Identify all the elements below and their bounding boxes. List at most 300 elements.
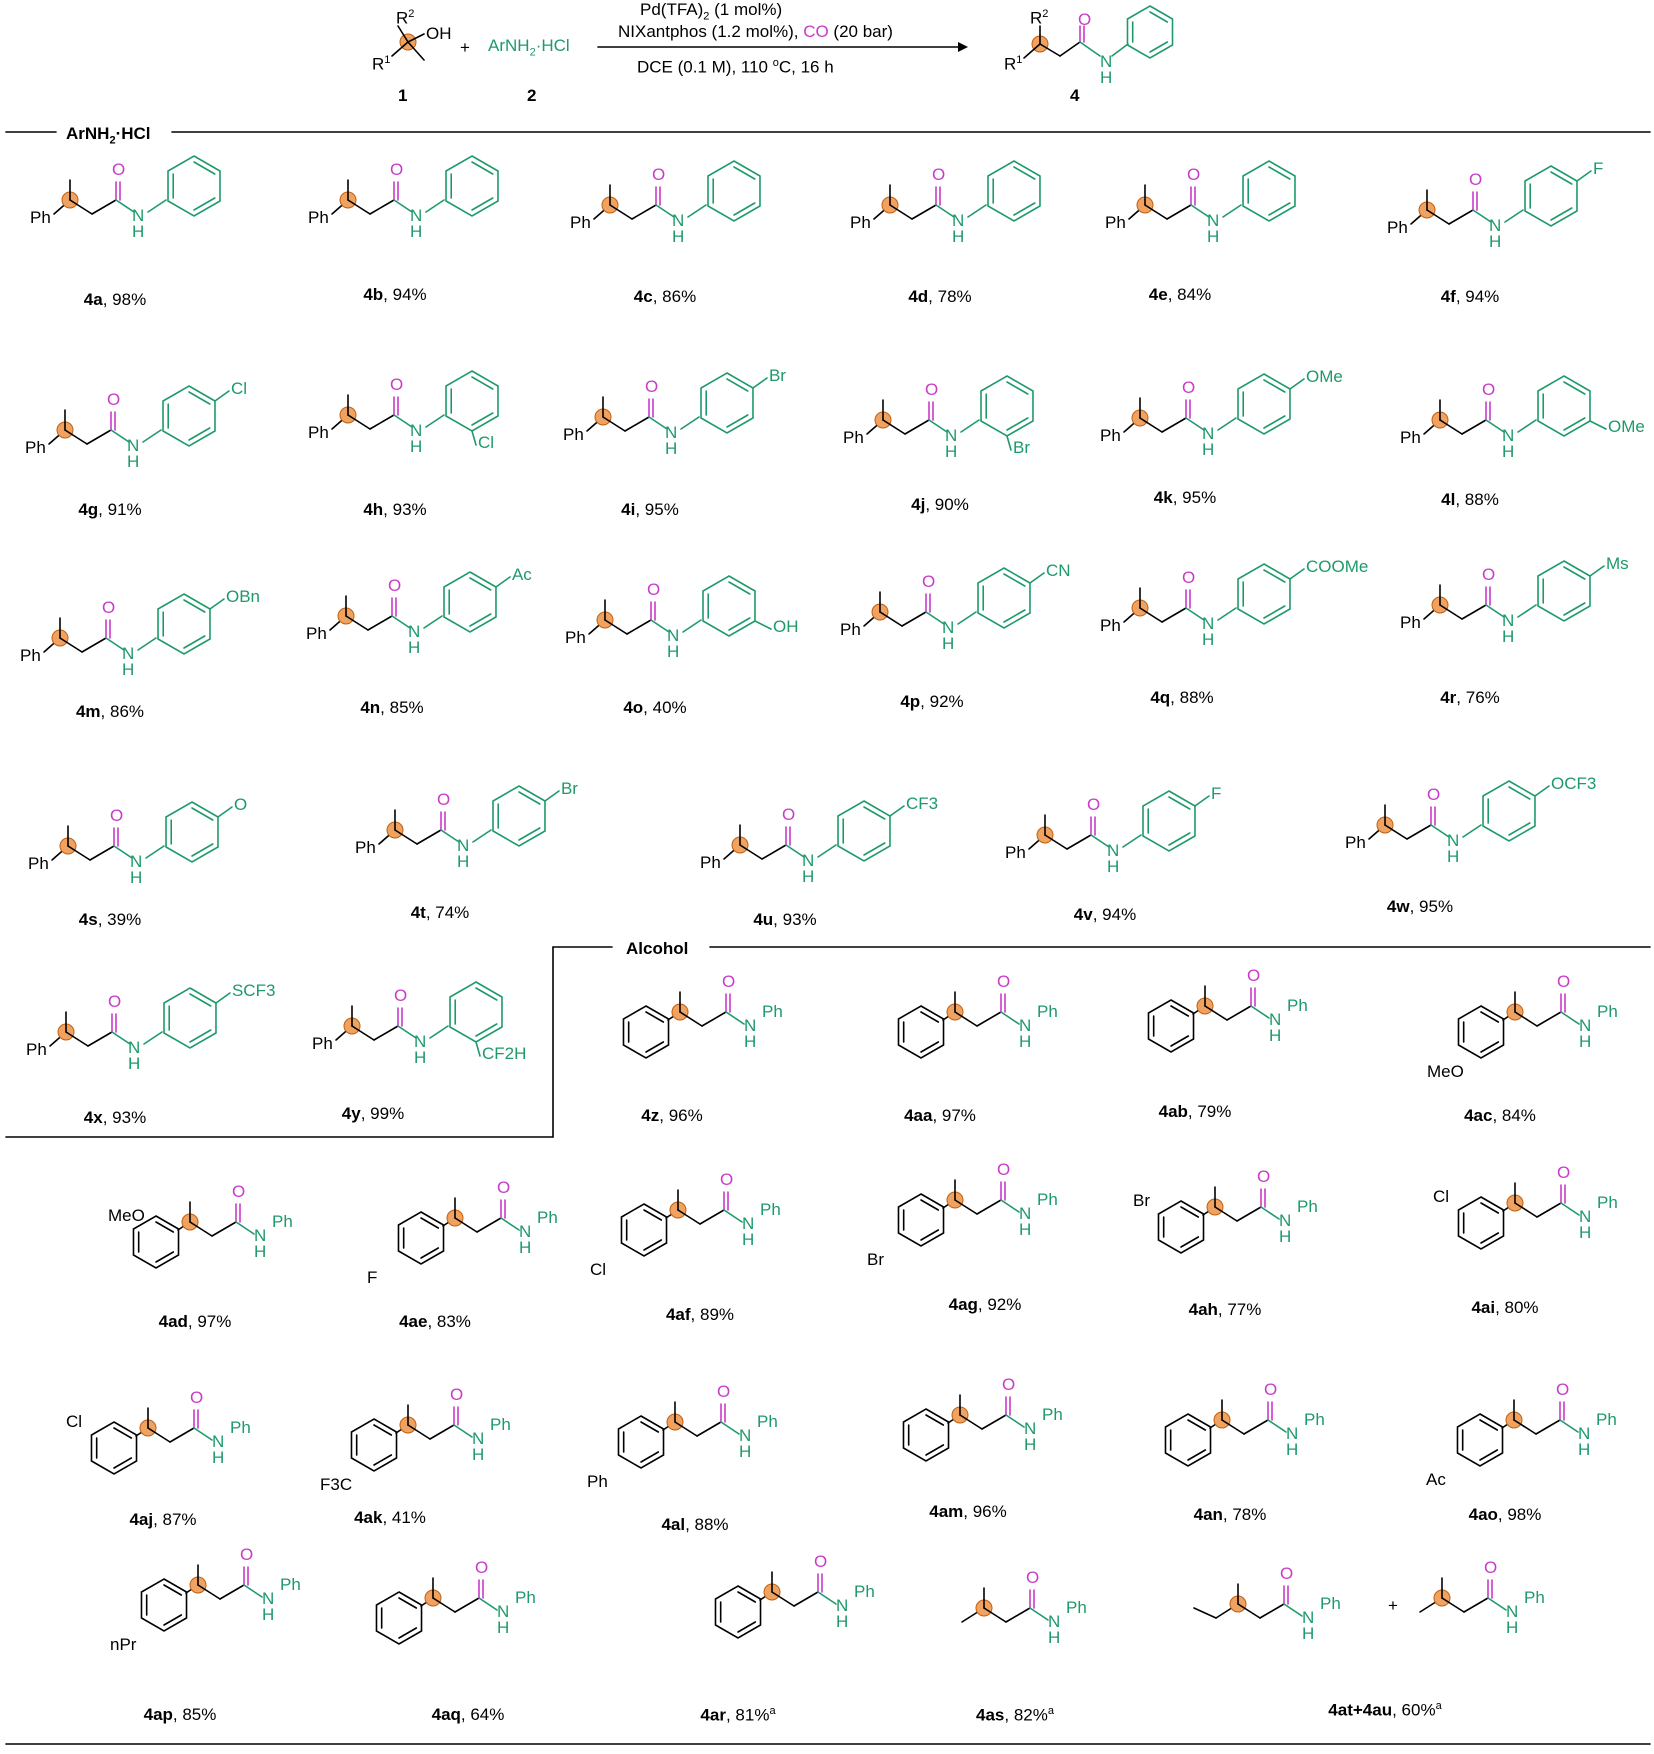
aryl-bond	[1123, 835, 1141, 847]
amide-hydrogen: H	[212, 1448, 225, 1467]
amide-hydrogen: H	[665, 439, 678, 458]
ring-substituent-label: F	[367, 1268, 378, 1287]
bond	[902, 612, 926, 626]
aryl-ring	[1238, 374, 1290, 434]
aryl-ring	[1483, 781, 1535, 841]
compound-caption: 4t, 74%	[410, 903, 470, 922]
compound-caption: 4z, 96%	[641, 1106, 703, 1125]
bond	[455, 1598, 479, 1612]
aryl-ring	[158, 594, 210, 654]
ring-double-bond	[1564, 567, 1585, 579]
ring-double-bond	[374, 1425, 391, 1435]
aryl-ring	[398, 1212, 443, 1264]
phenyl-label: Ph	[1100, 616, 1121, 635]
ring-double-bond	[399, 1628, 416, 1638]
ring-double-bond	[192, 808, 213, 820]
compound-caption: 4ak, 41%	[354, 1508, 426, 1527]
carbonyl-oxygen: O	[102, 598, 116, 617]
n-phenyl-label: Ph	[1597, 1002, 1618, 1021]
carbonyl-oxygen: O	[717, 1382, 731, 1401]
ring-substituent-label: Ph	[587, 1472, 608, 1491]
ring-double-bond	[184, 636, 205, 648]
aryl-bond	[961, 420, 979, 432]
carbonyl-oxygen: O	[647, 580, 661, 599]
substituent-label: OH	[772, 617, 799, 636]
ring-double-bond	[734, 167, 755, 179]
phenyl-label: Ph	[1005, 843, 1026, 862]
carbonyl-oxygen: O	[1482, 380, 1496, 399]
amide-nitrogen: N	[127, 436, 140, 455]
bond	[627, 620, 651, 634]
reactant1-r2: $R^2$	[396, 8, 415, 28]
aryl-ring	[1457, 1414, 1502, 1466]
substituent-bond	[215, 391, 229, 401]
phenyl-label: Ph	[700, 853, 721, 872]
substituent-bond	[1007, 436, 1011, 450]
carbonyl-oxygen: O	[722, 972, 736, 991]
amide-hydrogen: H	[742, 1230, 755, 1249]
amide-nitrogen: N	[262, 1589, 275, 1608]
carbonyl-oxygen: O	[394, 986, 408, 1005]
carbonyl-oxygen: O	[814, 1552, 828, 1571]
aryl-ring	[450, 982, 502, 1042]
amide-hydrogen: H	[1502, 627, 1515, 646]
aryl-ring	[376, 1592, 421, 1644]
substituent-label: F	[1210, 784, 1222, 803]
aryl-ring	[91, 1422, 136, 1474]
substituent-label: CF3	[905, 794, 939, 813]
phenyl-label: Ph	[840, 620, 861, 639]
carbonyl-oxygen: O	[190, 1388, 204, 1407]
carbonyl-oxygen: O	[1557, 1163, 1571, 1182]
amide-hydrogen: H	[1202, 440, 1215, 459]
ring-double-bond	[641, 1422, 658, 1432]
ring-double-bond	[1551, 172, 1572, 184]
amide-hydrogen: H	[414, 1048, 427, 1067]
amide-nitrogen: N	[1107, 841, 1120, 860]
substituent-label: SCF3	[231, 981, 276, 1000]
ring-double-bond	[421, 1248, 438, 1258]
product-r2: $R^2$	[1030, 8, 1049, 28]
amide-hydrogen: H	[802, 867, 815, 886]
aryl-ring	[1148, 1000, 1193, 1052]
amide-bond	[818, 1592, 836, 1604]
substituent-bond	[1590, 421, 1606, 429]
substituent-bond	[210, 599, 224, 609]
amide-hydrogen: H	[744, 1032, 757, 1051]
compound-caption: 4ap, 85%	[143, 1705, 217, 1724]
bond	[977, 1012, 1001, 1026]
ring-double-bond	[114, 1458, 131, 1468]
amide-bond	[1560, 1420, 1578, 1432]
aryl-bond	[426, 415, 444, 427]
n-phenyl-label: Ph	[762, 1002, 783, 1021]
amide-bond	[1561, 1012, 1579, 1024]
phenyl-label: Ph	[30, 208, 51, 227]
phenyl-label: Ph	[843, 428, 864, 447]
amide-hydrogen: H	[1019, 1220, 1032, 1239]
aryl-ring	[715, 1586, 760, 1638]
aryl-ring	[1238, 564, 1290, 624]
carbonyl-oxygen: O	[450, 1385, 464, 1404]
amine-section-title: ArNH$_2$·HCl	[58, 124, 159, 146]
ring-double-bond	[1188, 1450, 1205, 1460]
bond	[1112, 44, 1128, 56]
substituent-bond	[755, 621, 771, 629]
carbonyl-oxygen: O	[1557, 972, 1571, 991]
compound-caption: 4l, 88%	[1441, 490, 1499, 509]
ring-double-bond	[114, 1428, 131, 1438]
amide-nitrogen: N	[1207, 211, 1220, 230]
carbonyl-oxygen: O	[108, 992, 122, 1011]
ring-double-bond	[472, 198, 493, 210]
ring-double-bond	[921, 1200, 938, 1210]
arrow-head	[958, 42, 968, 52]
amide-nitrogen: N	[472, 1429, 485, 1448]
aryl-ring	[1158, 1201, 1203, 1253]
ring-double-bond	[1480, 1450, 1497, 1460]
carbonyl-oxygen: O	[1257, 1167, 1271, 1186]
amide-nitrogen: N	[1269, 1010, 1282, 1029]
ring-double-bond	[1481, 1233, 1498, 1243]
ring-double-bond	[1564, 382, 1585, 394]
bond	[794, 1592, 818, 1606]
bond	[1237, 1207, 1261, 1221]
bond	[977, 1200, 1001, 1214]
amide-nitrogen: N	[739, 1426, 752, 1445]
substituent-label: O	[233, 795, 248, 814]
amide-nitrogen: N	[410, 421, 423, 440]
aryl-ring	[168, 156, 220, 216]
bond	[1260, 1604, 1284, 1618]
ring-double-bond	[472, 413, 493, 425]
amide-bond	[1001, 1200, 1019, 1212]
plus-sign: +	[460, 38, 470, 57]
bond	[1067, 835, 1091, 849]
compound-caption: 4ai, 80%	[1471, 1298, 1539, 1317]
amide-nitrogen: N	[497, 1602, 510, 1621]
carbonyl-oxygen: O	[1427, 785, 1441, 804]
aryl-bond	[424, 616, 442, 628]
bond	[1536, 1420, 1560, 1434]
condition-line-1: $Pd(TFA)_2$ (1 mol%)	[640, 0, 783, 23]
ring-double-bond	[1481, 1012, 1498, 1022]
amide-hydrogen: H	[1279, 1227, 1292, 1246]
amide-nitrogen: N	[1024, 1419, 1037, 1438]
ring-double-bond	[472, 162, 493, 174]
ring-double-bond	[921, 1230, 938, 1240]
ring-double-bond	[644, 1210, 661, 1220]
ring-substituent-label: Br	[867, 1250, 884, 1269]
aryl-bond	[143, 430, 161, 442]
amide-hydrogen: H	[1502, 442, 1515, 461]
substituent-bond	[1590, 566, 1604, 576]
bond	[700, 1210, 724, 1224]
bond	[220, 1585, 244, 1599]
compound-caption: 4ab, 79%	[1158, 1102, 1232, 1121]
substituent-label: CN	[1045, 561, 1071, 580]
amide-hydrogen: H	[1048, 1628, 1061, 1647]
substituent-label: OMe	[1607, 417, 1645, 436]
aryl-ring	[1143, 791, 1195, 851]
aryl-ring	[838, 801, 890, 861]
n-phenyl-label: Ph	[490, 1415, 511, 1434]
ring-double-bond	[189, 428, 210, 440]
ring-double-bond	[1269, 203, 1290, 215]
bond	[370, 415, 394, 429]
ring-double-bond	[729, 618, 750, 630]
reactant1-r1: $R^1$	[372, 54, 391, 74]
compound-caption: 4f, 94%	[1440, 287, 1500, 306]
ring-double-bond	[164, 1615, 181, 1625]
ring-double-bond	[864, 807, 885, 819]
phenyl-label: Ph	[308, 208, 329, 227]
carbonyl-oxygen: O	[1469, 170, 1483, 189]
phenyl-label: Ph	[850, 213, 871, 232]
reactant2-formula: ArNH$_2$·HCl	[488, 36, 570, 59]
amide-hydrogen: H	[408, 638, 421, 657]
amide-hydrogen: H	[1107, 857, 1120, 876]
amide-nitrogen: N	[665, 423, 678, 442]
amide-nitrogen: N	[942, 618, 955, 637]
ring-double-bond	[1481, 1042, 1498, 1052]
carbonyl-oxygen: O	[645, 377, 659, 396]
phenyl-label: Ph	[563, 425, 584, 444]
carbonyl-oxygen: O	[1002, 1375, 1016, 1394]
carbonyl-oxygen: O	[1482, 565, 1496, 584]
compound-caption: 4ac, 84%	[1464, 1106, 1536, 1125]
ring-double-bond	[374, 1455, 391, 1465]
amide-nitrogen: N	[122, 644, 135, 663]
aryl-ring	[444, 572, 496, 632]
amide-hydrogen: H	[672, 227, 685, 246]
ring-double-bond	[926, 1415, 943, 1425]
bond	[1194, 1608, 1216, 1618]
product-r1: $R^1$	[1004, 54, 1023, 74]
ring-double-bond	[1509, 787, 1530, 799]
substituent-label: Br	[560, 779, 578, 798]
carbonyl-oxygen: O	[1187, 165, 1201, 184]
aryl-ring	[1538, 561, 1590, 621]
phenyl-label: Ph	[306, 624, 327, 643]
aryl-ring	[898, 1194, 943, 1246]
substituent-bond	[1030, 573, 1044, 583]
amide-nitrogen: N	[744, 1016, 757, 1035]
substituent-bond	[1290, 379, 1304, 389]
aryl-bond	[146, 846, 164, 858]
n-phenyl-label: Ph	[230, 1418, 251, 1437]
bond	[374, 1026, 398, 1040]
amide-nitrogen: N	[672, 211, 685, 230]
carbonyl-oxygen: O	[932, 165, 946, 184]
ring-double-bond	[1509, 823, 1530, 835]
bond	[1162, 418, 1186, 432]
amide-nitrogen: N	[408, 622, 421, 641]
carbonyl-oxygen: O	[1556, 1380, 1570, 1399]
amide-hydrogen: H	[519, 1238, 532, 1257]
section-rules	[6, 132, 1650, 1744]
product-phenyl-ring	[1127, 6, 1172, 58]
compound-caption: 4am, 96%	[929, 1502, 1007, 1521]
aryl-ring	[493, 786, 545, 846]
ring-double-bond	[164, 1585, 181, 1595]
amide-hydrogen: H	[942, 634, 955, 653]
aryl-bond	[1463, 825, 1481, 837]
substituent-bond	[753, 378, 767, 388]
compound-caption: 4d, 78%	[908, 287, 972, 306]
amide-hydrogen: H	[1579, 1032, 1592, 1051]
amide-hydrogen: H	[132, 222, 145, 241]
reactant2-number: 2	[527, 86, 537, 105]
substituent-bond	[545, 791, 559, 801]
compound-caption: 4ao, 98%	[1468, 1505, 1542, 1524]
amide-nitrogen: N	[1019, 1204, 1032, 1223]
carbonyl-oxygen: O	[1182, 568, 1196, 587]
substituent-label: Br	[1013, 438, 1030, 457]
aryl-bond	[683, 620, 701, 632]
ring-double-bond	[190, 994, 211, 1006]
substituent-label: COOMe	[1305, 557, 1369, 576]
carbonyl-oxygen: O	[1247, 966, 1261, 985]
ring-double-bond	[194, 162, 215, 174]
aryl-ring	[1165, 1414, 1210, 1466]
phenyl-label: Ph	[1400, 428, 1421, 447]
n-phenyl-label: Ph	[1287, 996, 1308, 1015]
n-phenyl-label: Ph	[1597, 1193, 1618, 1212]
ring-double-bond	[1181, 1207, 1198, 1217]
ring-double-bond	[189, 392, 210, 404]
amide-hydrogen: H	[945, 442, 958, 461]
amide-hydrogen: H	[1447, 847, 1460, 866]
bond	[1080, 42, 1100, 56]
bond	[1060, 42, 1080, 56]
ring-double-bond	[399, 1598, 416, 1608]
substituent-bond	[496, 577, 510, 587]
bond	[762, 845, 786, 859]
ring-double-bond	[1264, 380, 1285, 392]
amide-nitrogen: N	[1579, 1016, 1592, 1035]
aryl-ring	[1538, 376, 1590, 436]
phenyl-label: Ph	[28, 854, 49, 873]
n-phenyl-label: Ph	[1304, 1410, 1325, 1429]
carbonyl-oxygen: O	[232, 1182, 246, 1201]
compound-caption: 4v, 94%	[1073, 905, 1137, 924]
amide-hydrogen: H	[1506, 1618, 1519, 1637]
amide-hydrogen: H	[130, 868, 143, 887]
amide-nitrogen: N	[952, 211, 965, 230]
aryl-ring	[1243, 161, 1295, 221]
aryl-bond	[688, 205, 706, 217]
reactant1-number: 1	[398, 86, 408, 105]
compound-caption: 4e, 84%	[1148, 285, 1212, 304]
amide-nitrogen: N	[1302, 1608, 1315, 1627]
ring-double-bond	[156, 1252, 173, 1262]
aryl-ring	[701, 373, 753, 433]
ring-double-bond	[1014, 167, 1035, 179]
aryl-bond	[1223, 205, 1241, 217]
ring-substituent-label: MeO	[108, 1206, 145, 1225]
bond	[982, 1415, 1006, 1429]
ring-substituent-label: Ac	[1426, 1470, 1446, 1489]
compound-caption: 4o, 40%	[623, 698, 687, 717]
amide-nitrogen: N	[1578, 1424, 1591, 1443]
compound-caption: 4w, 95%	[1386, 897, 1454, 916]
ring-double-bond	[1188, 1420, 1205, 1430]
carbonyl-oxygen: O	[1087, 795, 1101, 814]
compound-caption: 4s, 39%	[78, 910, 142, 929]
product-amide-h: H	[1100, 68, 1113, 87]
amide-hydrogen: H	[1489, 232, 1502, 251]
substituent-bond	[216, 993, 230, 1003]
amide-bond	[194, 1428, 212, 1440]
aryl-ring	[981, 376, 1033, 436]
phenyl-label: Ph	[25, 438, 46, 457]
ring-double-bond	[926, 1445, 943, 1455]
aryl-ring	[166, 802, 218, 862]
bond	[1462, 605, 1486, 619]
ring-double-bond	[476, 1024, 497, 1036]
amide-nitrogen: N	[1579, 1207, 1592, 1226]
amide-hydrogen: H	[739, 1442, 752, 1461]
compound-caption: 4p, 92%	[900, 692, 964, 711]
carbonyl-oxygen: O	[997, 1160, 1011, 1179]
substituent-bond	[1195, 796, 1209, 806]
aryl-ring	[141, 1579, 186, 1631]
n-phenyl-label: Ph	[1297, 1197, 1318, 1216]
compound-caption: 4ar, 81%$^a$	[700, 1705, 776, 1725]
amide-hydrogen: H	[1024, 1435, 1037, 1454]
bond	[1162, 608, 1186, 622]
amide-hydrogen: H	[472, 1445, 485, 1464]
amide-nitrogen: N	[742, 1214, 755, 1233]
ring-substituent-label: MeO	[1427, 1062, 1464, 1081]
compound-caption: 4af, 89%	[665, 1305, 735, 1324]
amide-bond	[1284, 1604, 1302, 1616]
compound-caption: 4aa, 97%	[904, 1106, 976, 1125]
phenyl-label: Ph	[20, 646, 41, 665]
amide-hydrogen: H	[128, 1054, 141, 1073]
amide-nitrogen: N	[128, 1038, 141, 1057]
carbonyl-oxygen: O	[1182, 378, 1196, 397]
n-phenyl-label: Ph	[1066, 1598, 1087, 1617]
compound-caption: 4y, 99%	[341, 1104, 405, 1123]
compound-caption: 4h, 93%	[363, 500, 427, 519]
ring-double-bond	[641, 1452, 658, 1462]
n-phenyl-label: Ph	[854, 1582, 875, 1601]
amide-nitrogen: N	[945, 426, 958, 445]
amide-bond	[1030, 1608, 1048, 1620]
ring-double-bond	[519, 792, 540, 804]
compound-caption: 4x, 93%	[83, 1108, 147, 1127]
compound-caption: 4q, 88%	[1150, 688, 1214, 707]
ring-double-bond	[1181, 1237, 1198, 1247]
plus-sign: +	[1388, 1596, 1398, 1615]
amide-hydrogen: H	[836, 1612, 849, 1631]
carbonyl-oxygen: O	[437, 790, 451, 809]
ring-double-bond	[1564, 603, 1585, 615]
carbonyl-oxygen: O	[475, 1558, 489, 1577]
aryl-bond	[1518, 605, 1536, 617]
ring-double-bond	[646, 1042, 663, 1052]
compound-caption: 4c, 86%	[633, 287, 697, 306]
bond	[1449, 210, 1473, 224]
n-phenyl-label: Ph	[1320, 1594, 1341, 1613]
ring-double-bond	[1171, 1036, 1188, 1046]
n-phenyl-label: Ph	[760, 1200, 781, 1219]
ring-double-bond	[519, 828, 540, 840]
bond	[702, 1012, 726, 1026]
ring-double-bond	[1004, 574, 1025, 586]
